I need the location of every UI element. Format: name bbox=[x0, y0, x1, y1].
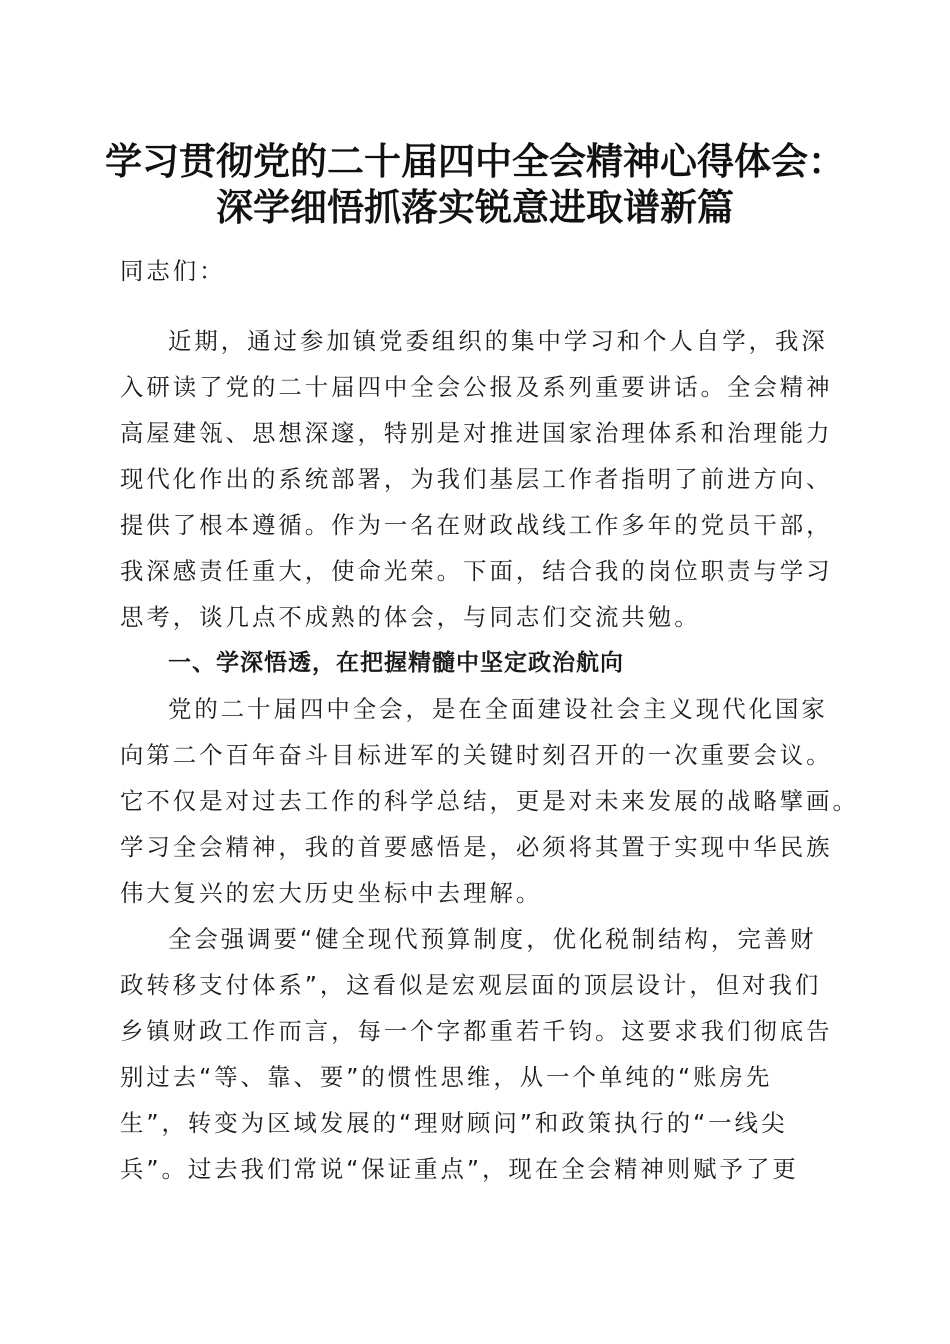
paragraph-line: 乡镇财政工作而言，每一个字都重若千钧。这要求我们彻底告 bbox=[120, 1017, 833, 1045]
paragraph-line: 学习全会精神，我的首要感悟是，必须将其置于实现中华民族 bbox=[120, 833, 833, 861]
document-title-line-1: 学习贯彻党的二十届四中全会精神心得体会： bbox=[105, 139, 845, 183]
paragraph-line: 提供了根本遵循。作为一名在财政战线工作多年的党员干部， bbox=[120, 511, 833, 539]
paragraph-line: 近期，通过参加镇党委组织的集中学习和个人自学，我深 bbox=[168, 327, 828, 355]
paragraph-line: 高屋建瓴、思想深邃，特别是对推进国家治理体系和治理能力 bbox=[120, 419, 833, 447]
paragraph-line: 它不仅是对过去工作的科学总结，更是对未来发展的战略擘画。 bbox=[120, 787, 859, 815]
paragraph-line: 伟大复兴的宏大历史坐标中去理解。 bbox=[120, 879, 543, 907]
paragraph-line: 我深感责任重大，使命光荣。下面，结合我的岗位职责与学习 bbox=[120, 557, 833, 585]
paragraph-line: 政转移支付体系”，这看似是宏观层面的顶层设计，但对我们 bbox=[120, 971, 822, 999]
paragraph-line: 入研读了党的二十届四中全会公报及系列重要讲话。全会精神 bbox=[120, 373, 833, 401]
document-title-line-2: 深学细悟抓落实锐意进取谱新篇 bbox=[216, 185, 734, 229]
paragraph-line: 思考，谈几点不成熟的体会，与同志们交流共勉。 bbox=[120, 603, 701, 631]
paragraph-line: 全会强调要“健全现代预算制度，优化税制结构，完善财 bbox=[168, 925, 817, 953]
paragraph-line: 兵”。过去我们常说“保证重点”，现在全会精神则赋予了更 bbox=[120, 1155, 799, 1183]
paragraph-line: 向第二个百年奋斗目标进军的关键时刻召开的一次重要会议。 bbox=[120, 741, 833, 769]
paragraph-line: 现代化作出的系统部署，为我们基层工作者指明了前进方向、 bbox=[120, 465, 833, 493]
paragraph-line: 别过去“等、靠、要”的惯性思维，从一个单纯的“账房先 bbox=[120, 1063, 773, 1091]
salutation: 同志们： bbox=[120, 257, 226, 285]
paragraph-line: 生”，转变为区域发展的“理财顾问”和政策执行的“一线尖 bbox=[120, 1109, 788, 1137]
section-heading: 一、学深悟透，在把握精髓中坚定政治航向 bbox=[168, 650, 624, 676]
paragraph-line: 党的二十届四中全会，是在全面建设社会主义现代化国家 bbox=[168, 695, 828, 723]
